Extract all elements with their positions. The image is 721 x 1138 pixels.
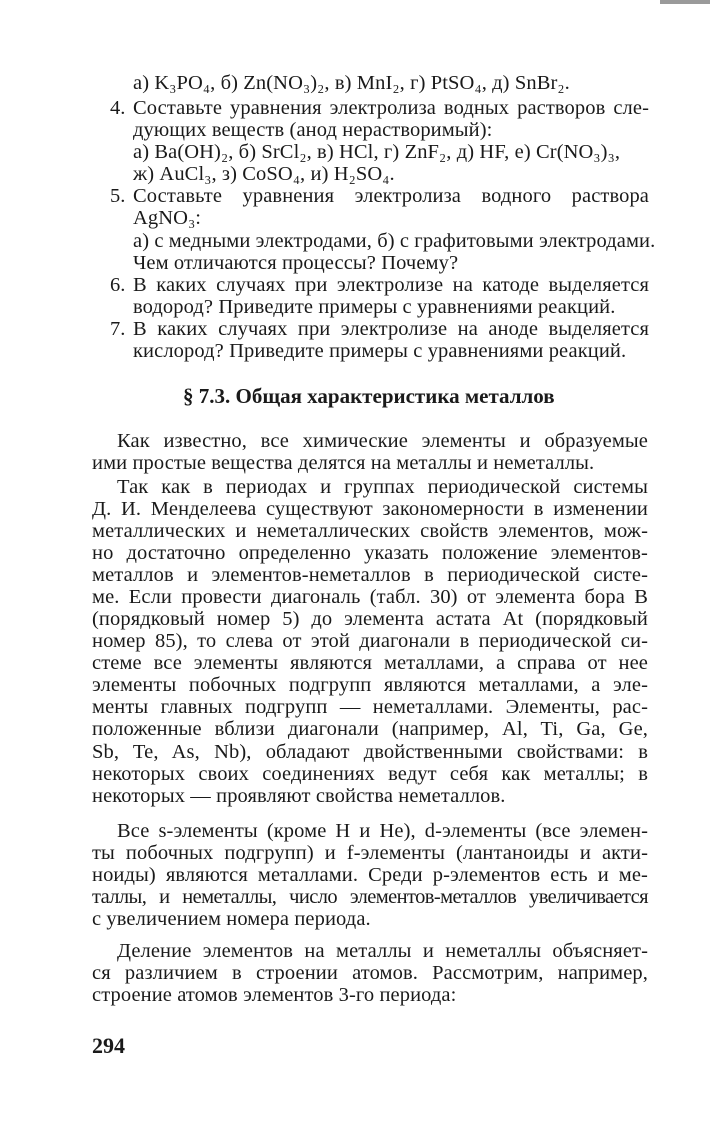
- paragraph-4-line: Деление элементов на металлы и неметаллы объясняет-: [117, 940, 648, 962]
- exercise-4-number: 4.: [110, 97, 126, 119]
- exercise-5-line: а) с медными электродами, б) с графитовыми электродами.: [133, 230, 656, 252]
- paragraph-3-line: ты побочных подгрупп) и f-элементы (лантаноиды и акти-: [92, 842, 648, 864]
- paragraph-4-line: ся различием в строении атомов. Рассмотрим, например,: [92, 962, 648, 984]
- exercise-4-line: Составьте уравнения электролиза водных растворов сле-: [133, 97, 649, 119]
- exercise-7-number: 7.: [110, 318, 126, 340]
- paragraph-2-line: менты главных подгрупп — неметаллами. Элементы, рас-: [92, 696, 648, 718]
- page-number: 294: [92, 1033, 125, 1058]
- exercise-6-line: водород? Приведите примеры с уравнениями реакций.: [133, 296, 616, 318]
- paragraph-2-line: Так как в периодах и группах периодической системы: [117, 476, 648, 498]
- exercise-4-line: а) Ba(OH)₂, б) SrCl₂, в) HCl, г) ZnF₂, д) HF, е) Cr(NO₃)₃,: [133, 141, 621, 163]
- paragraph-1-line: Как известно, все химические элементы и образуемые: [117, 430, 648, 452]
- paragraph-2-line: металлических и неметаллических свойств элементов, мож-: [92, 520, 648, 542]
- paragraph-2-line: положенные вблизи диагонали (например, Al, Ti, Ga, Ge,: [92, 718, 648, 740]
- paragraph-2-line: металлов и элементов-неметаллов в периодической систе-: [92, 564, 648, 586]
- paragraph-2-line: но достаточно определенно указать положение элементов-: [92, 542, 648, 564]
- exercise-5-line: AgNO₃:: [133, 207, 202, 229]
- section-heading: § 7.3. Общая характеристика металлов: [183, 384, 555, 408]
- paragraph-3-line: Все s-элементы (кроме H и He), d-элементы (все элемен-: [117, 820, 648, 842]
- exercise-5-number: 5.: [110, 185, 126, 207]
- page-edge-mark: [660, 0, 710, 4]
- paragraph-1-line: ими простые вещества делятся на металлы и неметаллы.: [92, 452, 595, 474]
- paragraph-2-line: Д. И. Менделеева существуют закономерности в изменении: [92, 498, 648, 520]
- exercise-5-line: Чем отличаются процессы? Почему?: [133, 252, 459, 274]
- paragraph-2-line: номер 85), то слева от этой диагонали в периодической си-: [92, 630, 648, 652]
- paragraph-3-line: с увеличением номера периода.: [92, 908, 371, 930]
- paragraph-3-line: таллы, и неметаллы, число элементов-металлов увеличивается: [92, 886, 648, 908]
- exercise-4-line: дующих веществ (анод нерастворимый):: [133, 119, 493, 141]
- exercise-5-line: Составьте уравнения электролиза водного раствора: [133, 185, 649, 207]
- paragraph-2-line: Sb, Te, As, Nb), обладают двойственными свойствами: в: [92, 741, 648, 763]
- paragraph-4-line: строение атомов элементов 3-го периода:: [92, 984, 457, 1006]
- exercise-7-line: В каких случаях при электролизе на аноде выделяется: [133, 318, 649, 340]
- paragraph-2-line: некоторых — проявляют свойства неметаллов.: [92, 785, 506, 807]
- paragraph-2-line: ме. Если провести диагональ (табл. 30) от элемента бора B: [92, 586, 648, 608]
- paragraph-2-line: (порядковый номер 5) до элемента астата At (порядковый: [92, 608, 648, 630]
- exercise-3-options: а) K₃PO₄, б) Zn(NO₃)₂, в) MnI₂, г) PtSO₄, д) SnBr₂.: [133, 72, 570, 94]
- exercise-6-line: В каких случаях при электролизе на катоде выделяется: [133, 274, 649, 296]
- paragraph-2-line: стеме все элементы являются металлами, а справа от нее: [92, 652, 648, 674]
- paragraph-2-line: некоторых своих соединениях ведут себя как металлы; в: [92, 763, 648, 785]
- paragraph-3-line: ноиды) являются металлами. Среди p-элементов есть и ме-: [92, 864, 648, 886]
- exercise-7-line: кислород? Приведите примеры с уравнениями реакций.: [133, 340, 627, 362]
- paragraph-2-line: элементы побочных подгрупп являются металлами, а эле-: [92, 674, 648, 696]
- exercise-6-number: 6.: [110, 274, 126, 296]
- exercise-4-line: ж) AuCl₃, з) CoSO₄, и) H₂SO₄.: [133, 163, 395, 185]
